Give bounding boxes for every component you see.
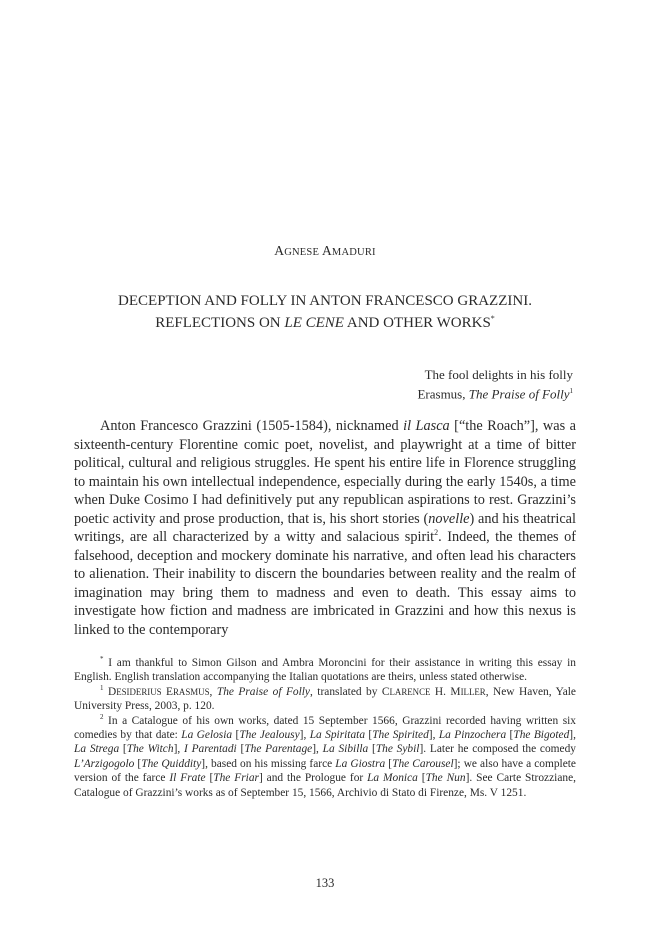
epigraph-source bbox=[417, 383, 573, 402]
author-first-initial: A bbox=[274, 243, 285, 258]
footnote-italic: The Bigoted bbox=[513, 729, 570, 742]
footnote-text: E bbox=[161, 685, 174, 698]
title-footnote-mark: * bbox=[490, 314, 495, 323]
footnote-text: I am thankful to Simon Gilson and Ambra Moroncini for their assistance in writing this essay in English. English translation accompanying the Italian quotations are theirs, unless stated otherwise. bbox=[74, 657, 576, 684]
footnote-italic: La Spiritata bbox=[309, 729, 366, 742]
footnote-italic: La Gelosia bbox=[181, 729, 233, 742]
footnote-text: ], bbox=[173, 743, 184, 756]
footnote-text: [ bbox=[236, 743, 245, 756]
footnote-mark: * bbox=[100, 655, 104, 664]
body-text-run: [“the Roach”], was a sixteenth-century Florentine comic poet, novelist, and playwright at a time of bitter political, cultural and religious struggles. He spent his entire life in Florence struggling to maintain his own intellectual independence, especially during the early 1540s, a time when Duke Cosimo I had definitively put any republican aspirations to rest. Grazzini’s poetic activity and prose production, that is, his short stories ( bbox=[74, 418, 576, 527]
footnote-small-caps: LARENCE bbox=[389, 686, 431, 697]
footnotes bbox=[74, 656, 576, 800]
main-text bbox=[74, 417, 576, 639]
footnote-italic: The Nun bbox=[425, 772, 466, 785]
footnote-small-caps: ILLER bbox=[460, 686, 486, 697]
footnote-italic: La Sibilla bbox=[322, 743, 369, 756]
footnote-text: [ bbox=[232, 729, 240, 742]
page-number: 133 bbox=[315, 876, 335, 890]
body-italic: novelle bbox=[428, 510, 470, 527]
footnote-text: ], bbox=[569, 729, 576, 742]
footnote-text: [ bbox=[134, 757, 142, 770]
title-line-1: DECEPTION AND FOLLY IN ANTON FRANCESCO GRAZZINI. bbox=[118, 293, 532, 309]
footnote-star bbox=[74, 656, 576, 685]
epigraph-author: Erasmus, bbox=[417, 386, 469, 402]
footnote-italic: The Quiddity bbox=[141, 757, 202, 770]
title-line-2 bbox=[60, 310, 590, 332]
author-name bbox=[0, 243, 650, 259]
title-line-2-end: AND OTHER WORKS bbox=[343, 315, 491, 331]
body-text-run: . Indeed, the themes of falsehood, deception and mockery dominate his narrative, and often lead his characters to alienation. Their inability to discern the boundaries between reality and the realm of imagination may bring them to madness and even to death. This essay aims to investigate how fiction and madness are imbricated in Grazzini and how this nexus is linked to the contemporary bbox=[74, 529, 576, 638]
footnote-2 bbox=[74, 714, 576, 800]
footnote-text: D bbox=[103, 685, 117, 698]
footnote-italic: La Pinzochera bbox=[438, 729, 507, 742]
footnote-italic: The Sybil bbox=[375, 743, 420, 756]
footnote-italic: The Praise of Folly bbox=[216, 685, 310, 698]
footnote-italic: La Monica bbox=[367, 772, 418, 785]
article-title bbox=[60, 292, 590, 332]
footnote-text: , translated by C bbox=[309, 685, 390, 698]
body-footnote-mark: 2 bbox=[434, 528, 439, 538]
footnote-text: ], bbox=[299, 729, 310, 742]
author-last-initial: A bbox=[321, 243, 332, 258]
title-line-2-start: REFLECTIONS ON bbox=[155, 315, 285, 331]
footnote-italic: La Strega bbox=[74, 743, 120, 756]
footnote-mark: 1 bbox=[100, 684, 104, 693]
footnote-italic: The Jealousy bbox=[239, 729, 300, 742]
footnote-1 bbox=[74, 685, 576, 714]
body-paragraph bbox=[74, 417, 576, 639]
footnote-small-caps: RASMUS bbox=[173, 686, 210, 697]
epigraph bbox=[417, 366, 573, 402]
footnote-mark: 2 bbox=[100, 712, 104, 721]
footnote-italic: The Carousel bbox=[392, 757, 454, 770]
footnote-italic: The Friar bbox=[213, 772, 259, 785]
epigraph-footnote-mark: 1 bbox=[569, 387, 573, 395]
footnote-italic: The Spirited bbox=[372, 729, 429, 742]
footnote-text: ], bbox=[428, 729, 439, 742]
footnote-italic: L’Arzigogolo bbox=[74, 757, 135, 770]
footnote-italic: Il Frate bbox=[169, 772, 206, 785]
footnote-text: [ bbox=[365, 729, 373, 742]
footnote-italic: The Witch bbox=[126, 743, 174, 756]
footnote-text: [ bbox=[506, 729, 514, 742]
title-le-cene: LE CENE bbox=[284, 315, 344, 331]
footnote-text: ], bbox=[312, 743, 323, 756]
footnote-text: , New Haven, Yale University Press, 2003, p. 120. bbox=[74, 685, 576, 713]
footnote-text: In a Catalogue of his own works, dated 15 September 1566, Grazzini recorded having written six comedies by that date: bbox=[74, 714, 576, 742]
footnote-italic: La Giostra bbox=[335, 757, 386, 770]
footnote-text: ], based on his missing farce bbox=[201, 757, 336, 770]
author-first-rest: GNESE bbox=[284, 247, 320, 258]
footnote-italic: I Parentadi bbox=[184, 743, 237, 756]
footnote-text: ]. See Carte Strozziane, Catalogue of Grazzini’s works as of September 15, 1566, Archivio di Stato di Firenze, Ms. V 1251. bbox=[74, 772, 576, 799]
epigraph-quote: The fool delights in his folly bbox=[424, 367, 573, 382]
footnote-text: , bbox=[209, 685, 217, 698]
footnote-text: ]. Later he composed the comedy bbox=[419, 743, 576, 756]
footnote-text: ] and the Prologue for bbox=[258, 772, 368, 785]
footnote-italic: The Parentage bbox=[244, 743, 313, 756]
footnote-text: ]; we also have a complete version of the farce bbox=[74, 757, 576, 785]
footnote-text: [ bbox=[205, 772, 214, 785]
footnote-text: [ bbox=[417, 772, 426, 785]
footnote-text: H. M bbox=[430, 685, 461, 698]
body-text-run: Anton Francesco Grazzini (1505-1584), nicknamed bbox=[100, 418, 404, 434]
footnote-small-caps: ESIDERIUS bbox=[116, 686, 162, 697]
body-text-run: ) and his theatrical writings, are all characterized by a witty and salacious spirit bbox=[74, 510, 576, 545]
author-last-rest: MADURI bbox=[331, 247, 376, 258]
epigraph-work-title: The Praise of Folly bbox=[468, 386, 570, 402]
footnote-text: [ bbox=[385, 757, 393, 770]
footnote-text: [ bbox=[119, 743, 127, 756]
body-italic: il Lasca bbox=[403, 418, 450, 434]
footnote-text: [ bbox=[368, 743, 376, 756]
